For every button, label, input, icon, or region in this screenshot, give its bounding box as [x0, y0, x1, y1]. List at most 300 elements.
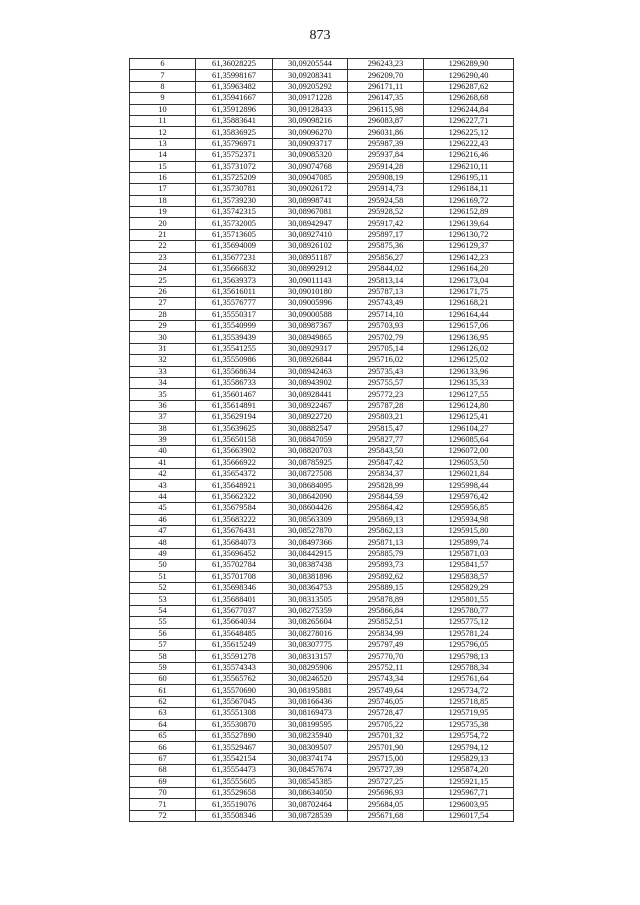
longitude-cell: 30,08195881: [273, 685, 348, 696]
x-coordinate-cell: 295705,14: [348, 343, 424, 354]
longitude-cell: 30,08847059: [273, 434, 348, 445]
x-coordinate-cell: 295843,50: [348, 446, 424, 457]
latitude-cell: 61,35648921: [196, 480, 273, 491]
y-coordinate-cell: 1295976,42: [424, 491, 514, 502]
y-coordinate-cell: 1296184,11: [424, 184, 514, 195]
table-row: [130, 480, 514, 491]
y-coordinate-cell: 1296139,64: [424, 218, 514, 229]
longitude-cell: 30,08728539: [273, 810, 348, 821]
longitude-cell: 30,08949865: [273, 332, 348, 343]
latitude-cell: 61,35541255: [196, 343, 273, 354]
y-coordinate-cell: 1296210,11: [424, 161, 514, 172]
point-number-cell: 72: [130, 810, 196, 821]
latitude-cell: 61,35591278: [196, 651, 273, 662]
x-coordinate-cell: 295727,25: [348, 776, 424, 787]
longitude-cell: 30,08278016: [273, 628, 348, 639]
y-coordinate-cell: 1296171,75: [424, 286, 514, 297]
point-number-cell: 21: [130, 229, 196, 240]
x-coordinate-cell: 295827,77: [348, 434, 424, 445]
y-coordinate-cell: 1296157,06: [424, 320, 514, 331]
latitude-cell: 61,35666922: [196, 457, 273, 468]
x-coordinate-cell: 295749,64: [348, 685, 424, 696]
x-coordinate-cell: 295866,84: [348, 605, 424, 616]
x-coordinate-cell: 295864,42: [348, 503, 424, 514]
x-coordinate-cell: 295772,23: [348, 389, 424, 400]
point-number-cell: 53: [130, 594, 196, 605]
latitude-cell: 61,35519076: [196, 799, 273, 810]
x-coordinate-cell: 296147,35: [348, 93, 424, 104]
point-number-cell: 41: [130, 457, 196, 468]
x-coordinate-cell: 295684,05: [348, 799, 424, 810]
y-coordinate-cell: 1295841,57: [424, 560, 514, 571]
point-number-cell: 65: [130, 731, 196, 742]
table-row: [130, 628, 514, 639]
x-coordinate-cell: 295702,79: [348, 332, 424, 343]
latitude-cell: 61,35677231: [196, 252, 273, 263]
table-row: [130, 662, 514, 673]
y-coordinate-cell: 1295775,12: [424, 617, 514, 628]
point-number-cell: 25: [130, 275, 196, 286]
latitude-cell: 61,35586733: [196, 377, 273, 388]
table-row: [130, 446, 514, 457]
longitude-cell: 30,08998741: [273, 195, 348, 206]
x-coordinate-cell: 296083,87: [348, 115, 424, 126]
longitude-cell: 30,08364753: [273, 582, 348, 593]
y-coordinate-cell: 1296124,80: [424, 400, 514, 411]
x-coordinate-cell: 296209,70: [348, 70, 424, 81]
table-row: [130, 286, 514, 297]
x-coordinate-cell: 295885,79: [348, 548, 424, 559]
x-coordinate-cell: 295743,34: [348, 674, 424, 685]
point-number-cell: 23: [130, 252, 196, 263]
longitude-cell: 30,08642090: [273, 491, 348, 502]
latitude-cell: 61,35650158: [196, 434, 273, 445]
table-row: [130, 708, 514, 719]
table-row: [130, 731, 514, 742]
y-coordinate-cell: 1295735,38: [424, 719, 514, 730]
latitude-cell: 61,35542154: [196, 753, 273, 764]
longitude-cell: 30,08545385: [273, 776, 348, 787]
table-row: [130, 412, 514, 423]
latitude-cell: 61,35684073: [196, 537, 273, 548]
latitude-cell: 61,35696452: [196, 548, 273, 559]
point-number-cell: 46: [130, 514, 196, 525]
x-coordinate-cell: 295787,28: [348, 400, 424, 411]
table-row: [130, 469, 514, 480]
point-number-cell: 40: [130, 446, 196, 457]
table-row: [130, 377, 514, 388]
x-coordinate-cell: 295715,00: [348, 753, 424, 764]
x-coordinate-cell: 296115,98: [348, 104, 424, 115]
longitude-cell: 30,08702464: [273, 799, 348, 810]
table-row: [130, 138, 514, 149]
point-number-cell: 62: [130, 696, 196, 707]
y-coordinate-cell: 1296104,27: [424, 423, 514, 434]
table-row: [130, 788, 514, 799]
point-number-cell: 45: [130, 503, 196, 514]
table-row: [130, 241, 514, 252]
latitude-cell: 61,35963482: [196, 81, 273, 92]
latitude-cell: 61,35616011: [196, 286, 273, 297]
latitude-cell: 61,35565762: [196, 674, 273, 685]
latitude-cell: 61,35713605: [196, 229, 273, 240]
x-coordinate-cell: 295716,02: [348, 355, 424, 366]
point-number-cell: 38: [130, 423, 196, 434]
point-number-cell: 42: [130, 469, 196, 480]
longitude-cell: 30,08634050: [273, 788, 348, 799]
x-coordinate-cell: 295871,13: [348, 537, 424, 548]
point-number-cell: 39: [130, 434, 196, 445]
point-number-cell: 51: [130, 571, 196, 582]
point-number-cell: 26: [130, 286, 196, 297]
longitude-cell: 30,09205292: [273, 81, 348, 92]
longitude-cell: 30,08820703: [273, 446, 348, 457]
point-number-cell: 55: [130, 617, 196, 628]
point-number-cell: 69: [130, 776, 196, 787]
latitude-cell: 61,35676431: [196, 526, 273, 537]
y-coordinate-cell: 1296053,50: [424, 457, 514, 468]
latitude-cell: 61,35731072: [196, 161, 273, 172]
table-row: [130, 81, 514, 92]
longitude-cell: 30,09026172: [273, 184, 348, 195]
y-coordinate-cell: 1295780,77: [424, 605, 514, 616]
latitude-cell: 61,35662322: [196, 491, 273, 502]
longitude-cell: 30,08313157: [273, 651, 348, 662]
x-coordinate-cell: 295908,19: [348, 172, 424, 183]
y-coordinate-cell: 1295754,72: [424, 731, 514, 742]
longitude-cell: 30,08727508: [273, 469, 348, 480]
latitude-cell: 61,35639625: [196, 423, 273, 434]
point-number-cell: 28: [130, 309, 196, 320]
latitude-cell: 61,35679584: [196, 503, 273, 514]
longitude-cell: 30,08926844: [273, 355, 348, 366]
y-coordinate-cell: 1296126,02: [424, 343, 514, 354]
longitude-cell: 30,08295906: [273, 662, 348, 673]
longitude-cell: 30,09093717: [273, 138, 348, 149]
table-row: [130, 366, 514, 377]
point-number-cell: 8: [130, 81, 196, 92]
point-number-cell: 43: [130, 480, 196, 491]
x-coordinate-cell: 295892,62: [348, 571, 424, 582]
latitude-cell: 61,35529658: [196, 788, 273, 799]
longitude-cell: 30,08199595: [273, 719, 348, 730]
x-coordinate-cell: 295787,13: [348, 286, 424, 297]
x-coordinate-cell: 295834,99: [348, 628, 424, 639]
table-row: [130, 343, 514, 354]
point-number-cell: 37: [130, 412, 196, 423]
latitude-cell: 61,35752371: [196, 150, 273, 161]
latitude-cell: 61,35555605: [196, 776, 273, 787]
table-row: [130, 560, 514, 571]
point-number-cell: 24: [130, 264, 196, 275]
point-number-cell: 13: [130, 138, 196, 149]
y-coordinate-cell: 1296135,33: [424, 377, 514, 388]
x-coordinate-cell: 295897,17: [348, 229, 424, 240]
y-coordinate-cell: 1296129,37: [424, 241, 514, 252]
latitude-cell: 61,35663902: [196, 446, 273, 457]
coordinates-table: [129, 58, 514, 822]
table-row: [130, 298, 514, 309]
y-coordinate-cell: 1296168,21: [424, 298, 514, 309]
latitude-cell: 61,35539439: [196, 332, 273, 343]
point-number-cell: 36: [130, 400, 196, 411]
latitude-cell: 61,35941667: [196, 93, 273, 104]
longitude-cell: 30,09128433: [273, 104, 348, 115]
table-row: [130, 503, 514, 514]
x-coordinate-cell: 295746,05: [348, 696, 424, 707]
latitude-cell: 61,35698346: [196, 582, 273, 593]
table-row: [130, 810, 514, 821]
y-coordinate-cell: 1296133,96: [424, 366, 514, 377]
latitude-cell: 61,35688401: [196, 594, 273, 605]
y-coordinate-cell: 1296136,95: [424, 332, 514, 343]
table-row: [130, 229, 514, 240]
x-coordinate-cell: 295878,89: [348, 594, 424, 605]
latitude-cell: 61,35508346: [196, 810, 273, 821]
latitude-cell: 61,35702784: [196, 560, 273, 571]
point-number-cell: 63: [130, 708, 196, 719]
x-coordinate-cell: 295703,93: [348, 320, 424, 331]
table-row: [130, 548, 514, 559]
y-coordinate-cell: 1296125,02: [424, 355, 514, 366]
y-coordinate-cell: 1295934,98: [424, 514, 514, 525]
longitude-cell: 30,08374174: [273, 753, 348, 764]
x-coordinate-cell: 295705,22: [348, 719, 424, 730]
y-coordinate-cell: 1296169,72: [424, 195, 514, 206]
table-row: [130, 514, 514, 525]
longitude-cell: 30,08307775: [273, 639, 348, 650]
y-coordinate-cell: 1296216,46: [424, 150, 514, 161]
latitude-cell: 61,35701708: [196, 571, 273, 582]
longitude-cell: 30,08313505: [273, 594, 348, 605]
latitude-cell: 61,35527890: [196, 731, 273, 742]
x-coordinate-cell: 295875,36: [348, 241, 424, 252]
table-row: [130, 355, 514, 366]
longitude-cell: 30,08927410: [273, 229, 348, 240]
point-number-cell: 29: [130, 320, 196, 331]
y-coordinate-cell: 1295915,80: [424, 526, 514, 537]
latitude-cell: 61,35567045: [196, 696, 273, 707]
point-number-cell: 71: [130, 799, 196, 810]
y-coordinate-cell: 1295998,44: [424, 480, 514, 491]
longitude-cell: 30,09011143: [273, 275, 348, 286]
page-number: 873: [309, 28, 331, 43]
latitude-cell: 61,35615249: [196, 639, 273, 650]
latitude-cell: 61,35998167: [196, 70, 273, 81]
longitude-cell: 30,08943902: [273, 377, 348, 388]
point-number-cell: 52: [130, 582, 196, 593]
x-coordinate-cell: 295852,51: [348, 617, 424, 628]
point-number-cell: 18: [130, 195, 196, 206]
x-coordinate-cell: 295815,47: [348, 423, 424, 434]
latitude-cell: 61,35550317: [196, 309, 273, 320]
x-coordinate-cell: 295924,58: [348, 195, 424, 206]
longitude-cell: 30,08951187: [273, 252, 348, 263]
x-coordinate-cell: 295770,70: [348, 651, 424, 662]
point-number-cell: 30: [130, 332, 196, 343]
point-number-cell: 31: [130, 343, 196, 354]
latitude-cell: 61,35742315: [196, 207, 273, 218]
latitude-cell: 61,35732005: [196, 218, 273, 229]
point-number-cell: 14: [130, 150, 196, 161]
point-number-cell: 57: [130, 639, 196, 650]
latitude-cell: 61,35666832: [196, 264, 273, 275]
point-number-cell: 44: [130, 491, 196, 502]
point-number-cell: 10: [130, 104, 196, 115]
x-coordinate-cell: 295701,32: [348, 731, 424, 742]
longitude-cell: 30,09000588: [273, 309, 348, 320]
longitude-cell: 30,09208341: [273, 70, 348, 81]
x-coordinate-cell: 295728,47: [348, 708, 424, 719]
table-row: [130, 389, 514, 400]
table-row: [130, 218, 514, 229]
x-coordinate-cell: 295696,93: [348, 788, 424, 799]
x-coordinate-cell: 295889,15: [348, 582, 424, 593]
point-number-cell: 7: [130, 70, 196, 81]
longitude-cell: 30,09047085: [273, 172, 348, 183]
table-row: [130, 537, 514, 548]
x-coordinate-cell: 296031,86: [348, 127, 424, 138]
y-coordinate-cell: 1296130,72: [424, 229, 514, 240]
y-coordinate-cell: 1295829,29: [424, 582, 514, 593]
y-coordinate-cell: 1296287,62: [424, 81, 514, 92]
x-coordinate-cell: 296171,11: [348, 81, 424, 92]
table-row: [130, 172, 514, 183]
x-coordinate-cell: 295797,49: [348, 639, 424, 650]
point-number-cell: 66: [130, 742, 196, 753]
point-number-cell: 9: [130, 93, 196, 104]
latitude-cell: 61,35725209: [196, 172, 273, 183]
x-coordinate-cell: 295671,68: [348, 810, 424, 821]
table-row: [130, 150, 514, 161]
longitude-cell: 30,09074768: [273, 161, 348, 172]
longitude-cell: 30,08929317: [273, 343, 348, 354]
table-row: [130, 696, 514, 707]
latitude-cell: 61,35677037: [196, 605, 273, 616]
table-row: [130, 674, 514, 685]
latitude-cell: 61,35796971: [196, 138, 273, 149]
x-coordinate-cell: 295828,99: [348, 480, 424, 491]
x-coordinate-cell: 295928,52: [348, 207, 424, 218]
longitude-cell: 30,09096270: [273, 127, 348, 138]
x-coordinate-cell: 295893,73: [348, 560, 424, 571]
latitude-cell: 61,35550986: [196, 355, 273, 366]
latitude-cell: 61,35648485: [196, 628, 273, 639]
x-coordinate-cell: 295844,02: [348, 264, 424, 275]
table-row: [130, 457, 514, 468]
x-coordinate-cell: 295743,49: [348, 298, 424, 309]
y-coordinate-cell: 1295921,15: [424, 776, 514, 787]
longitude-cell: 30,08381896: [273, 571, 348, 582]
point-number-cell: 34: [130, 377, 196, 388]
latitude-cell: 61,35576777: [196, 298, 273, 309]
latitude-cell: 61,35664034: [196, 617, 273, 628]
table-row: [130, 719, 514, 730]
longitude-cell: 30,08604426: [273, 503, 348, 514]
table-row: [130, 639, 514, 650]
y-coordinate-cell: 1296290,40: [424, 70, 514, 81]
table-row: [130, 400, 514, 411]
x-coordinate-cell: 295834,37: [348, 469, 424, 480]
y-coordinate-cell: 1296164,20: [424, 264, 514, 275]
latitude-cell: 61,35730781: [196, 184, 273, 195]
longitude-cell: 30,08309507: [273, 742, 348, 753]
y-coordinate-cell: 1296222,43: [424, 138, 514, 149]
y-coordinate-cell: 1295874,20: [424, 765, 514, 776]
x-coordinate-cell: 295869,13: [348, 514, 424, 525]
x-coordinate-cell: 295752,11: [348, 662, 424, 673]
latitude-cell: 61,35694009: [196, 241, 273, 252]
table-row: [130, 423, 514, 434]
latitude-cell: 61,35568634: [196, 366, 273, 377]
point-number-cell: 27: [130, 298, 196, 309]
y-coordinate-cell: 1295788,34: [424, 662, 514, 673]
point-number-cell: 22: [130, 241, 196, 252]
y-coordinate-cell: 1296164,44: [424, 309, 514, 320]
latitude-cell: 61,35629194: [196, 412, 273, 423]
y-coordinate-cell: 1295871,03: [424, 548, 514, 559]
point-number-cell: 60: [130, 674, 196, 685]
x-coordinate-cell: 295914,73: [348, 184, 424, 195]
latitude-cell: 61,35574343: [196, 662, 273, 673]
table-row: [130, 594, 514, 605]
point-number-cell: 67: [130, 753, 196, 764]
longitude-cell: 30,09171228: [273, 93, 348, 104]
point-number-cell: 68: [130, 765, 196, 776]
x-coordinate-cell: 295937,84: [348, 150, 424, 161]
table-row: [130, 252, 514, 263]
y-coordinate-cell: 1296017,54: [424, 810, 514, 821]
longitude-cell: 30,08265604: [273, 617, 348, 628]
point-number-cell: 59: [130, 662, 196, 673]
point-number-cell: 35: [130, 389, 196, 400]
table-row: [130, 275, 514, 286]
longitude-cell: 30,08942947: [273, 218, 348, 229]
latitude-cell: 61,35540999: [196, 320, 273, 331]
table-row: [130, 526, 514, 537]
point-number-cell: 49: [130, 548, 196, 559]
x-coordinate-cell: 295714,10: [348, 309, 424, 320]
table-row: [130, 115, 514, 126]
y-coordinate-cell: 1296142,23: [424, 252, 514, 263]
longitude-cell: 30,08169473: [273, 708, 348, 719]
y-coordinate-cell: 1295798,13: [424, 651, 514, 662]
point-number-cell: 61: [130, 685, 196, 696]
y-coordinate-cell: 1296227,71: [424, 115, 514, 126]
y-coordinate-cell: 1295734,72: [424, 685, 514, 696]
x-coordinate-cell: 295735,43: [348, 366, 424, 377]
y-coordinate-cell: 1296195,11: [424, 172, 514, 183]
longitude-cell: 30,09205544: [273, 59, 348, 70]
table-row: [130, 184, 514, 195]
latitude-cell: 61,35601467: [196, 389, 273, 400]
longitude-cell: 30,08942463: [273, 366, 348, 377]
point-number-cell: 48: [130, 537, 196, 548]
point-number-cell: 32: [130, 355, 196, 366]
table-row: [130, 799, 514, 810]
point-number-cell: 58: [130, 651, 196, 662]
longitude-cell: 30,08987367: [273, 320, 348, 331]
latitude-cell: 61,35530870: [196, 719, 273, 730]
x-coordinate-cell: 295856,27: [348, 252, 424, 263]
y-coordinate-cell: 1295718,85: [424, 696, 514, 707]
latitude-cell: 61,35554473: [196, 765, 273, 776]
table-row: [130, 207, 514, 218]
longitude-cell: 30,08922720: [273, 412, 348, 423]
y-coordinate-cell: 1295967,71: [424, 788, 514, 799]
table-row: [130, 127, 514, 138]
table-row: [130, 434, 514, 445]
